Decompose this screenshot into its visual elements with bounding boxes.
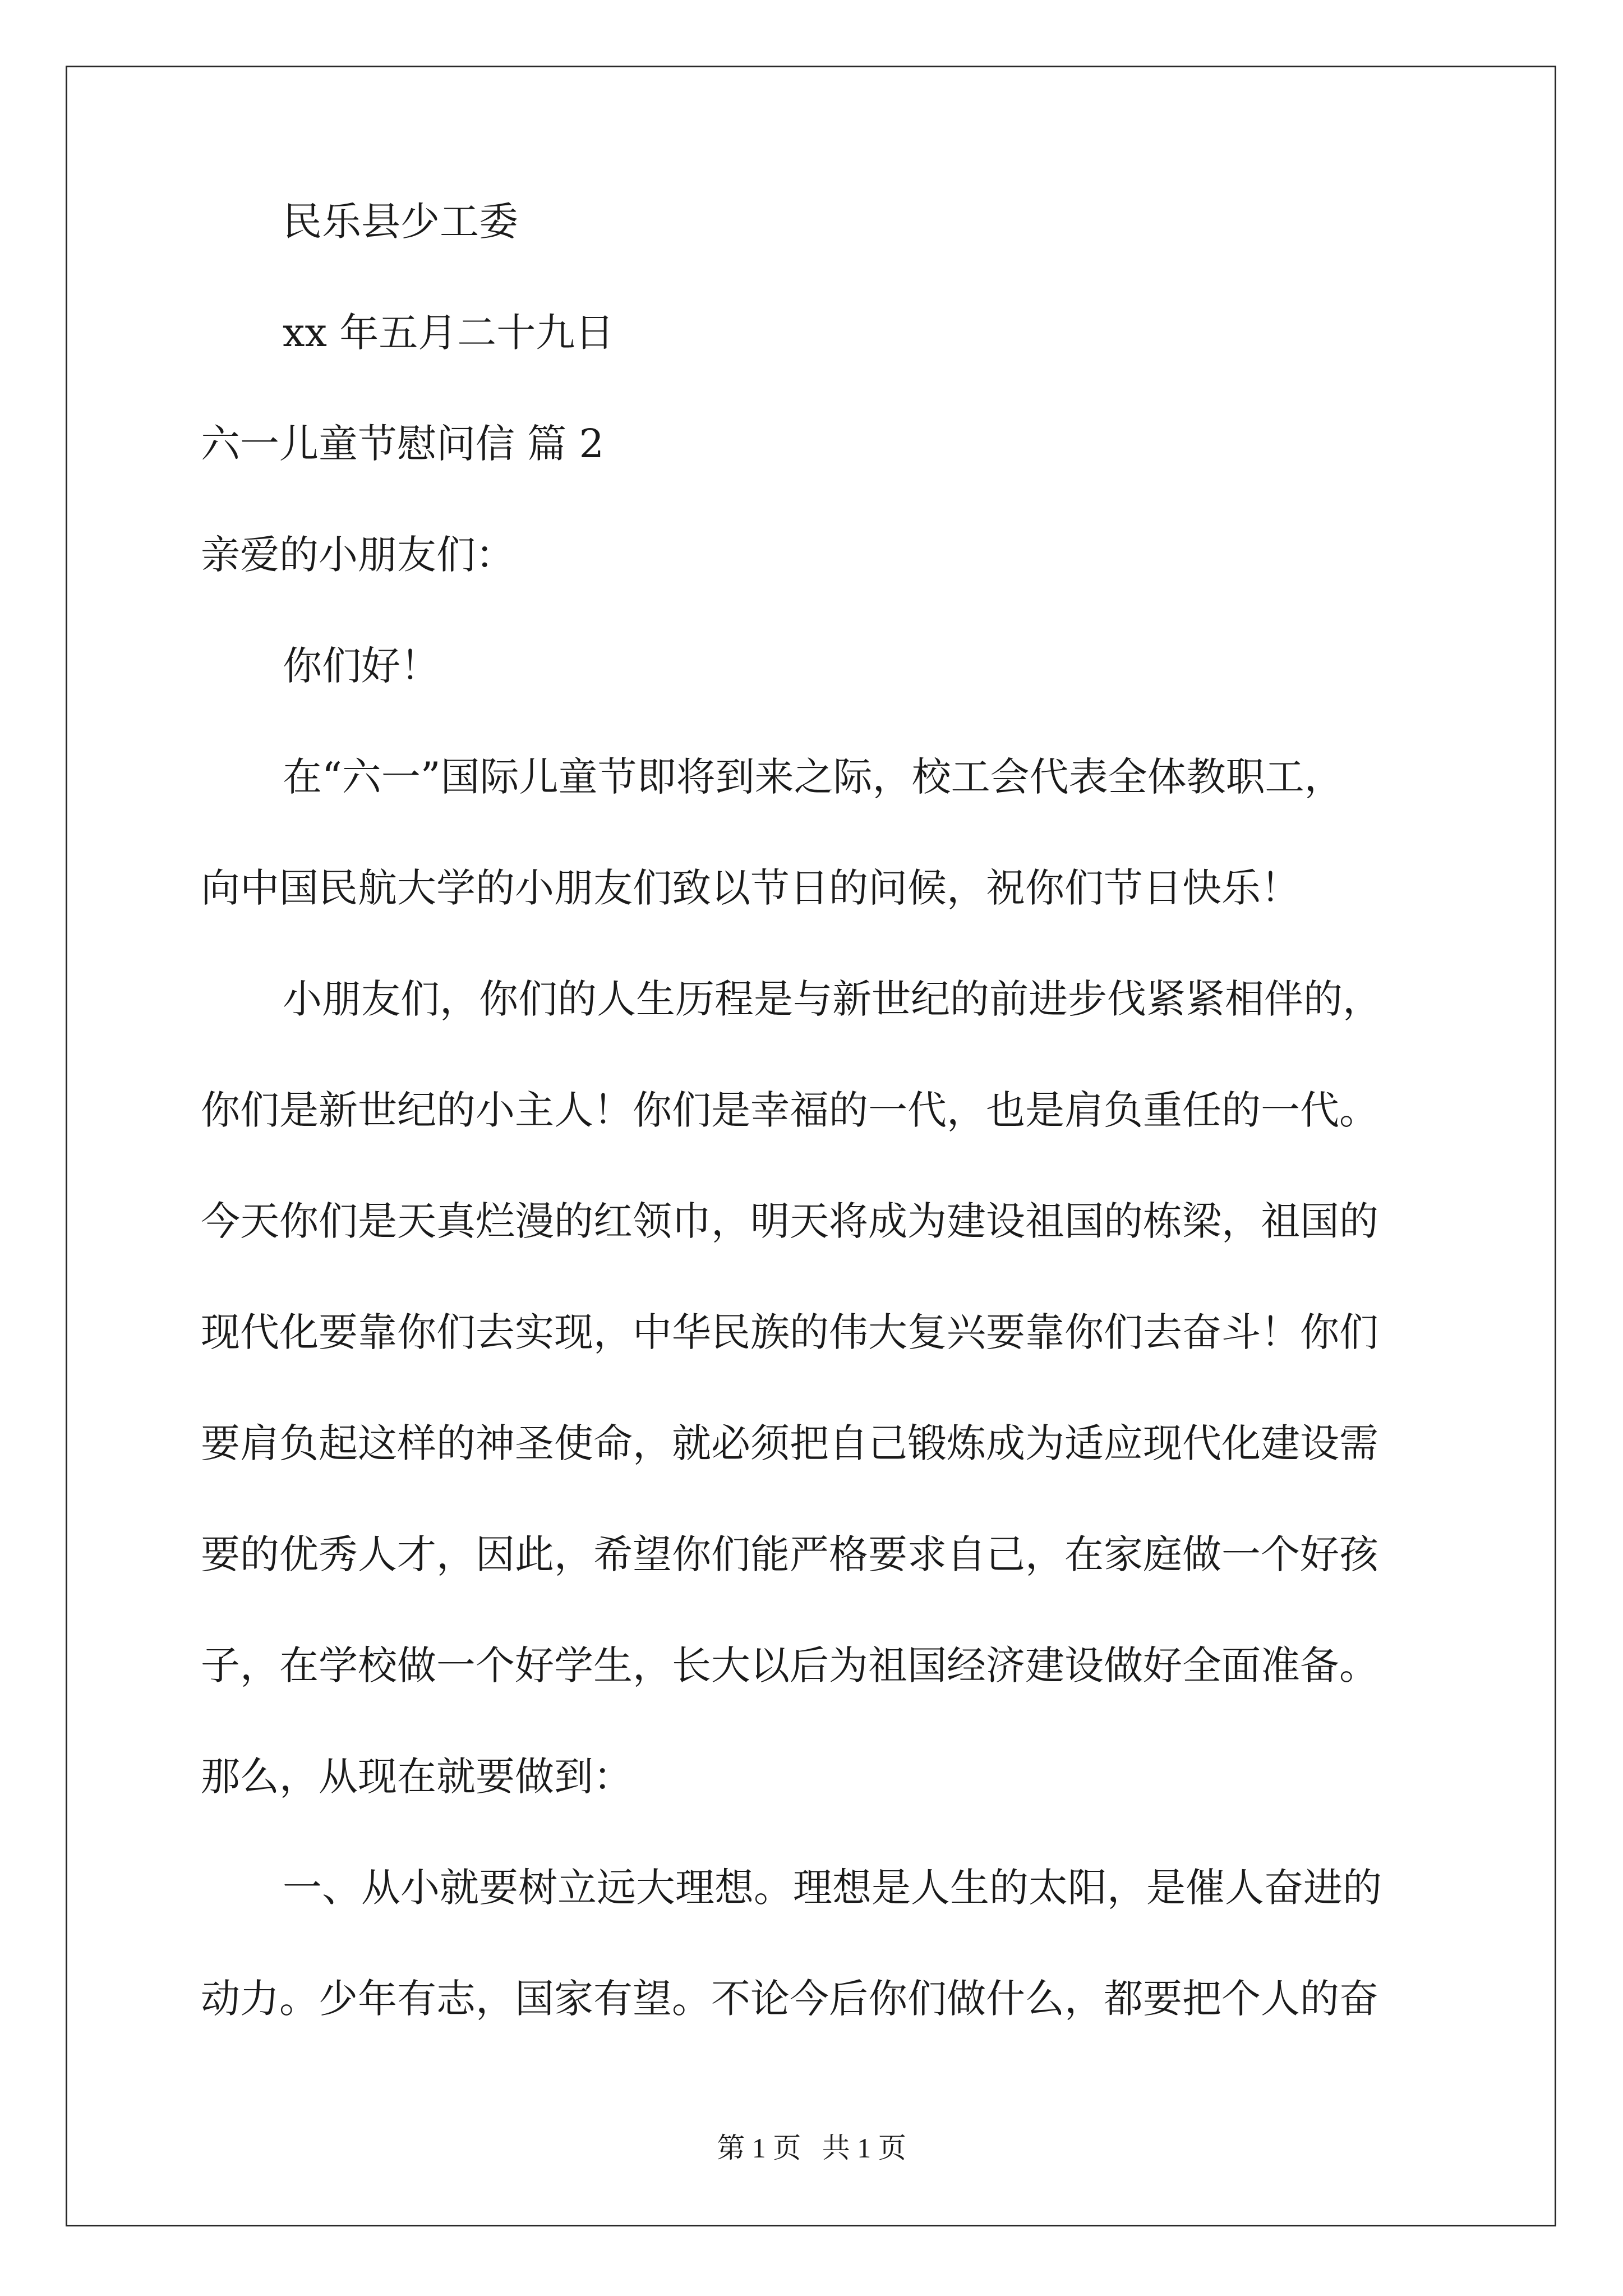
paragraph-line: 现代化要靠你们去实现，中华民族的伟大复兴要靠你们去奋斗！你们 bbox=[201, 1309, 1378, 1355]
paragraph-line: 你们是新世纪的小主人！你们是幸福的一代，也是肩负重任的一代。 bbox=[201, 1087, 1378, 1133]
paragraph-line: 要肩负起这样的神圣使命，就必须把自己锻炼成为适应现代化建设需 bbox=[201, 1420, 1378, 1466]
paragraph-line: 子，在学校做一个好学生，长大以后为祖国经济建设做好全面准备。 bbox=[201, 1642, 1378, 1688]
paragraph-line: 小朋友们，你们的人生历程是与新世纪的前进步伐紧紧相伴的， bbox=[283, 976, 1382, 1022]
paragraph-line: 向中国民航大学的小朋友们致以节日的问候，祝你们节日快乐！ bbox=[201, 865, 1300, 911]
paragraph-line: 今天你们是天真烂漫的红领巾，明天将成为建设祖国的栋梁，祖国的 bbox=[201, 1198, 1378, 1244]
greeting: 你们好！ bbox=[283, 643, 440, 689]
letter-title: 六一儿童节慰问信 篇 2 bbox=[201, 421, 605, 467]
document-body bbox=[201, 199, 1435, 2090]
signature-org: 民乐县少工委 bbox=[283, 199, 518, 245]
salutation: 亲爱的小朋友们： bbox=[201, 532, 515, 578]
signature-date: xx 年五月二十九日 bbox=[283, 310, 615, 356]
paragraph-line: 动力。少年有志，国家有望。不论今后你们做什么，都要把个人的奋 bbox=[201, 1976, 1378, 2022]
paragraph-line: 在“六一”国际儿童节即将到来之际，校工会代表全体教职工， bbox=[283, 754, 1344, 800]
paragraph-line: 一、从小就要树立远大理想。理想是人生的太阳，是催人奋进的 bbox=[283, 1865, 1382, 1911]
paragraph-line: 要的优秀人才，因此，希望你们能严格要求自己，在家庭做一个好孩 bbox=[201, 1531, 1378, 1577]
page-footer: 第 1 页 共 1 页 bbox=[717, 2132, 906, 2164]
paragraph-line: 那么，从现在就要做到： bbox=[201, 1754, 633, 1800]
